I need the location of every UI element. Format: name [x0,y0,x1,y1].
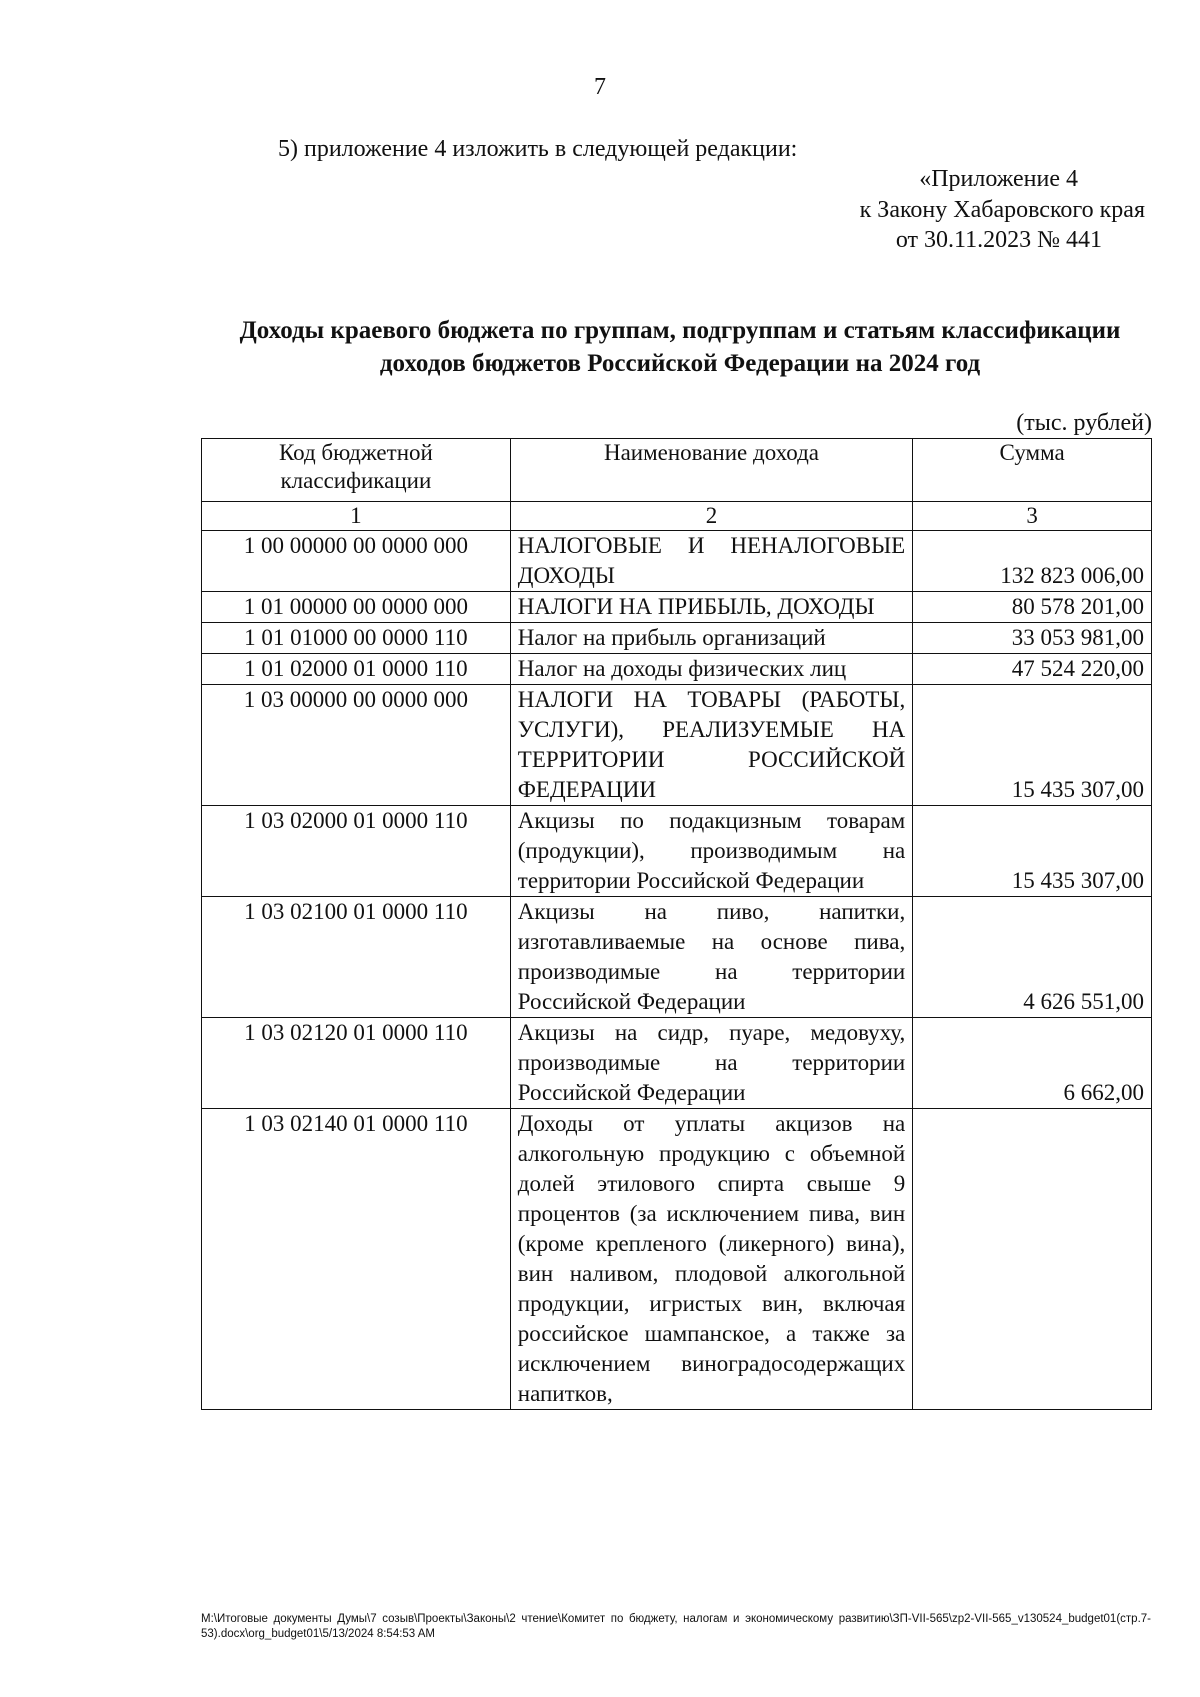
appendix-label: «Приложение 4 [919,166,1078,192]
table-row [202,654,1152,685]
header-code: Код бюджетной классификации [202,439,511,502]
row-name: НАЛОГИ НА ПРИБЫЛЬ, ДОХОДЫ [510,592,912,623]
row-name: Налог на доходы физических лиц [510,654,912,685]
row-code: 1 01 00000 00 0000 000 [202,592,511,623]
row-code: 1 01 02000 01 0000 110 [202,654,511,685]
row-name: Акцизы по подакцизным товарам (продукции), производимым на территории Российской Федерации [510,806,912,897]
table-row [202,806,1152,897]
table-row [202,592,1152,623]
row-amount: 80 578 201,00 [913,592,1152,623]
row-amount: 33 053 981,00 [913,623,1152,654]
header-amount: Сумма [913,439,1152,502]
row-name: Налог на прибыль организаций [510,623,912,654]
table-row [202,531,1152,592]
row-amount: 47 524 220,00 [913,654,1152,685]
table-row [202,897,1152,1018]
appendix-law-reference: к Закону Хабаровского края [859,197,1145,223]
row-name: НАЛОГИ НА ТОВАРЫ (РАБОТЫ, УСЛУГИ), РЕАЛИЗУЕМЫЕ НА ТЕРРИТОРИИ РОССИЙСКОЙ ФЕДЕРАЦИИ [510,685,912,806]
header-name: Наименование дохода [510,439,912,502]
row-name: Акцизы на пиво, напитки, изготавливаемые на основе пива, производимые на территории Российской Федерации [510,897,912,1018]
amendment-intro: 5) приложение 4 изложить в следующей редакции: [278,136,798,162]
title-line-2: доходов бюджетов Российской Федерации на 2024 год [379,350,981,377]
column-number: 1 [202,502,511,531]
row-code: 1 00 00000 00 0000 000 [202,531,511,592]
table-row [202,1018,1152,1109]
row-code: 1 03 00000 00 0000 000 [202,685,511,806]
column-number-row [202,502,1152,531]
table-row [202,685,1152,806]
row-code: 1 03 02100 01 0000 110 [202,897,511,1018]
file-path-footer: M:\Итоговые документы Думы\7 созыв\Проекты\Законы\2 чтение\Комитет по бюджету, налогам и экономическому развитию\ЗП-VII-565\zp2-VII-565_v130524_budget01(стр.7-53).docx\org_budget01\5/13/2024 8:54:53 AM [201,1613,1151,1640]
appendix-law-date: от 30.11.2023 № 441 [895,227,1102,253]
row-code: 1 03 02140 01 0000 110 [202,1109,511,1410]
row-amount: 15 435 307,00 [913,806,1152,897]
row-amount: 6 662,00 [913,1018,1152,1109]
row-code: 1 03 02120 01 0000 110 [202,1018,511,1109]
row-name: Акцизы на сидр, пуаре, медовуху, производимые на территории Российской Федерации [510,1018,912,1109]
row-amount: 132 823 006,00 [913,531,1152,592]
document-title [180,314,1180,380]
row-name: НАЛОГОВЫЕ И НЕНАЛОГОВЫЕ ДОХОДЫ [510,531,912,592]
title-line-1: Доходы краевого бюджета по группам, подгруппам и статьям классификации [239,317,1121,344]
column-number: 3 [913,502,1152,531]
table-row [202,1109,1152,1410]
table-header-row [202,439,1152,502]
units-label: (тыс. рублей) [1016,410,1152,436]
row-amount: 15 435 307,00 [913,685,1152,806]
column-number: 2 [510,502,912,531]
budget-table [201,438,1152,1410]
row-name: Доходы от уплаты акцизов на алкогольную продукцию с объемной долей этилового спирта свыше 9 процентов (за исключением пива, вин (кроме крепленого (ликерного) вина), вин наливом, плодовой алкогольной продукции, игристых вин, включая российское шампанское, а также за исключением виноградосодержащих напитков, [510,1109,912,1410]
row-amount: 4 626 551,00 [913,897,1152,1018]
table-row [202,623,1152,654]
row-code: 1 03 02000 01 0000 110 [202,806,511,897]
row-amount [913,1109,1152,1410]
page-number: 7 [594,74,606,100]
row-code: 1 01 01000 00 0000 110 [202,623,511,654]
